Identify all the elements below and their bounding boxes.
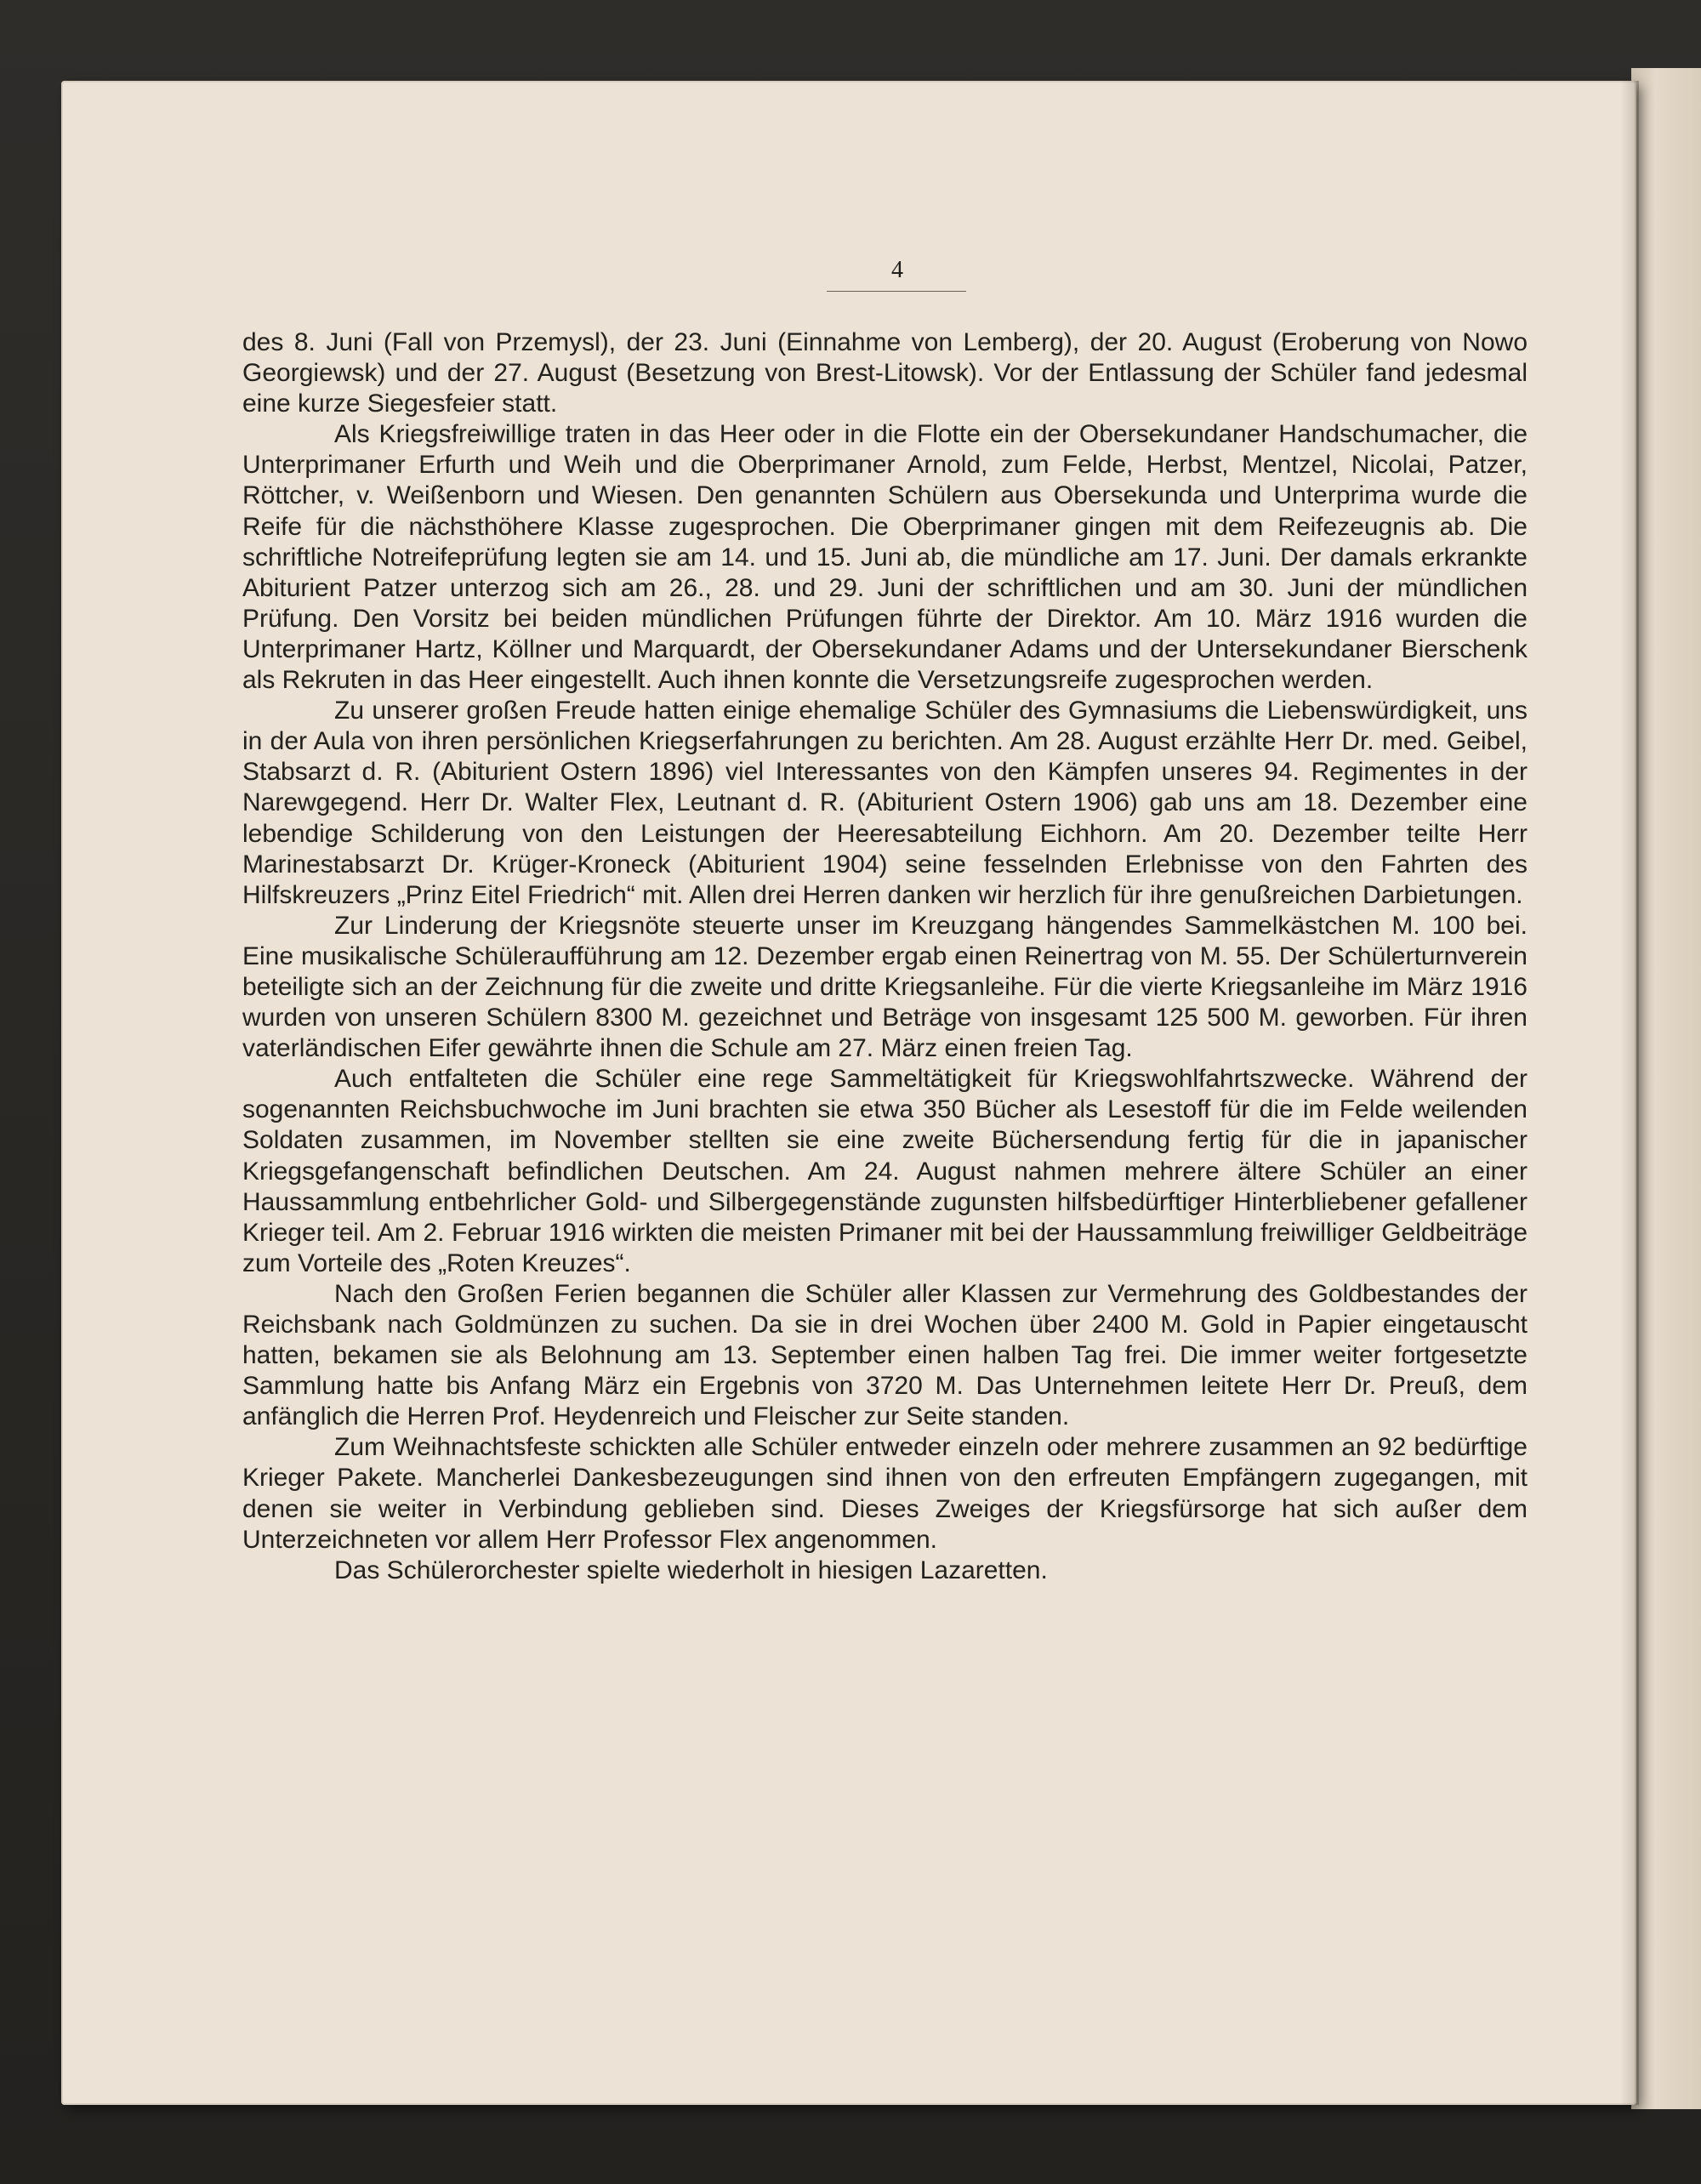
page-number: 4 [891, 257, 903, 283]
page-gutter-shadow [1620, 81, 1639, 2105]
paragraph-school-orchestra: Das Schülerorchester spielte wiederholt in hiesigen Lazaretten. [334, 1556, 1048, 1584]
next-page-edge [1631, 68, 1701, 2109]
paragraph-war-volunteers: Als Kriegsfreiwillige traten in das Heer oder in die Flotte ein der Obersekundaner Handschumacher, die Unterprimaner Erfurth und Weih und die Oberprimaner Arnold, zum Felde, Herbst, Mentzel, Nicolai, Patzer, Röttcher, v. Weißenborn und Wiesen. Den genannten Schülern aus Obersekunda und Unterprima wurde die Reife für die nächsthöhere Klasse zugesprochen. Die Oberprimaner gingen mit dem Reifezeugnis ab. Die schriftliche Notreifeprüfung legten sie am 14. und 15. Juni ab, die mündliche am 17. Juni. Der damals erkrankte Abiturient Patzer unterzog sich am 26., 28. und 29. Juni der schriftlichen und am 30. Juni der mündlichen Prüfung. Den Vorsitz bei beiden mündlichen Prüfungen führte der Direktor. Am 10. März 1916 wurden die Unterprimaner Hartz, Köllner und Marquardt, der Obersekundaner Adams und der Untersekundaner Bierschenk als Rekruten in das Heer eingestellt. Auch ihnen konnte die Versetzungsreife zugesprochen werden. [242, 420, 1527, 695]
paragraph-collection-activities: Auch entfalteten die Schüler eine rege Sammeltätigkeit für Kriegswohlfahrtszwecke. Während der sogenannten Reichsbuchwoche im Juni brachten sie etwa 350 Bücher als Lesestoff für die im Felde weilenden Soldaten zusammen, im November stellten sie eine zweite Büchersendung fertig für die in japanischer Kriegsgefangenschaft befindlichen Deutschen. Am 24. August nahmen mehrere ältere Schüler an einer Haussammlung entbehrlicher Gold- und Silbergegenstände zugunsten hilfsbedürftiger Hinterbliebener gefallener Krieger teil. Am 2. Februar 1916 wirkten die meisten Primaner mit bei der Haussammlung freiwilliger Geldbeiträge zum Vorteile des „Roten Kreuzes“. [242, 1065, 1527, 1277]
body-text [242, 327, 1527, 1586]
paragraph-war-relief-donations: Zur Linderung der Kriegsnöte steuerte unser im Kreuzgang hängendes Sammelkästchen M. 100 bei. Eine musikalische Schüleraufführung am 12. Dezember ergab einen Reinertrag von M. 55. Der Schülerturnverein beteiligte sich an der Zeichnung für die zweite und dritte Kriegsanleihe. Für die vierte Kriegsanleihe im März 1916 wurden von unseren Schülern 8300 M. gezeichnet und Beträge von insgesamt 125 500 M. geworben. Für ihren vaterländischen Eifer gewährte ihnen die Schule am 27. März einen freien Tag. [242, 911, 1527, 1063]
paragraph-victory-celebrations: des 8. Juni (Fall von Przemysl), der 23. Juni (Einnahme von Lemberg), der 20. August (Eroberung von Nowo Georgiewsk) und der 27. August (Besetzung von Brest-Litowsk). Vor der Entlassung der Schüler fand jedesmal eine kurze Siegesfeier statt. [242, 328, 1527, 418]
paragraph-christmas-parcels: Zum Weihnachtsfeste schickten alle Schüler entweder einzeln oder mehrere zusammen an 92 bedürftige Krieger Pakete. Mancherlei Dankesbezeugungen sind ihnen von den erfreuten Empfängern zugegangen, mit denen sie weiter in Verbindung geblieben sind. Dieses Zweiges der Kriegsfürsorge hat sich außer dem Unterzeichneten vor allem Herr Professor Flex angenommen. [242, 1433, 1527, 1554]
paragraph-gold-collection: Nach den Großen Ferien begannen die Schüler aller Klassen zur Vermehrung des Goldbestandes der Reichsbank nach Goldmünzen zu suchen. Da sie in drei Wochen über 2400 M. Gold in Papier eingetauscht hatten, bekamen sie als Belohnung am 13. September einen halben Tag frei. Die immer weiter fortgesetzte Sammlung hatte bis Anfang März ein Ergebnis von 3720 M. Das Unternehmen leitete Herr Dr. Preuß, dem anfänglich die Herren Prof. Heydenreich und Fleischer zur Seite standen. [242, 1279, 1527, 1431]
paragraph-former-students-reports: Zu unserer großen Freude hatten einige ehemalige Schüler des Gymnasiums die Liebenswürdigkeit, uns in der Aula von ihren persönlichen Kriegserfahrungen zu berichten. Am 28. August erzählte Herr Dr. med. Geibel, Stabsarzt d. R. (Abiturient Ostern 1896) viel Interessantes von den Kämpfen unseres 94. Regimentes in der Narewgegend. Herr Dr. Walter Flex, Leutnant d. R. (Abiturient Ostern 1906) gab uns am 18. Dezember eine lebendige Schilderung von den Leistungen der Heeresabteilung Eichhorn. Am 20. Dezember teilte Herr Marinestabsarzt Dr. Krüger-Kroneck (Abiturient 1904) seine fesselnden Erlebnisse von den Fahrten des Hilfskreuzers „Prinz Eitel Friedrich“ mit. Allen drei Herren danken wir herzlich für ihre genußreichen Darbietungen. [242, 697, 1527, 909]
page-number-rule [827, 291, 966, 292]
